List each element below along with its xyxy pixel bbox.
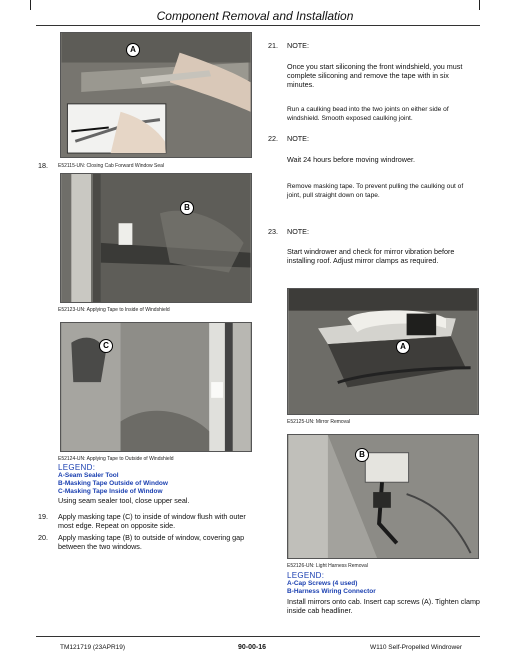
footer-page-number: 90-00-16 [238, 644, 267, 651]
note-label: NOTE: [287, 41, 309, 50]
callout-c: C [99, 339, 113, 353]
callout-a: A [396, 340, 410, 354]
note-text: complete siliconing and remove the tape with in six [287, 71, 449, 80]
step-number: 19. [38, 512, 48, 521]
instruction-text: Remove masking tape. To prevent pulling the caulking out of [287, 183, 464, 190]
step-number: 23. [268, 227, 278, 236]
note-label: NOTE: [287, 227, 309, 236]
step-number: 21. [268, 41, 278, 50]
figure-caption: E52125-UN: Mirror Removal [287, 419, 351, 425]
note-text: installing roof. Adjust mirror clamps as required. [287, 256, 439, 265]
figure-light-harness [287, 434, 479, 559]
figure-closing-seal [60, 32, 252, 158]
note-text: minutes. [287, 80, 315, 89]
callout-a: A [126, 43, 140, 57]
instruction-text: Run a caulking bead into the two joints on either side of [287, 106, 449, 113]
figure-caption: E52115-UN: Closing Cab Forward Window Seal [58, 163, 165, 169]
photo-tape-inside [61, 174, 251, 302]
legend-item: B-Harness Wiring Connector [287, 588, 376, 595]
legend-item: C-Masking Tape Inside of Window [58, 488, 163, 495]
legend-item: A-Seam Sealer Tool [58, 472, 119, 479]
instruction-text: joint, pull straight down on tape. [287, 192, 380, 199]
legend-title: LEGEND: [58, 463, 96, 472]
footer-doc-id: TM121719 (23APR19) [60, 644, 126, 651]
callout-b: B [180, 201, 194, 215]
step-text: most edge. Repeat on opposite side. [58, 521, 176, 530]
figure-mirror-removal [287, 288, 479, 415]
header-rule [36, 25, 480, 26]
figure-caption: E52124-UN: Applying Tape to Outside of Windshield [58, 456, 174, 462]
step-number: 20. [38, 533, 48, 542]
photo-closing-seal [61, 33, 251, 157]
instruction-text: Using seam sealer tool, close upper seal. [58, 496, 190, 505]
photo-tape-outside [61, 323, 251, 451]
step-text: between the two windows. [58, 542, 142, 551]
note-text: Wait 24 hours before moving windrower. [287, 155, 415, 164]
photo-mirror-removal [288, 289, 478, 414]
step-number: 22. [268, 134, 278, 143]
figure-caption: E52126-UN: Light Harness Removal [287, 563, 368, 569]
step-text: Apply masking tape (B) to outside of window, covering gap [58, 533, 245, 542]
page-title: Component Removal and Installation [156, 9, 354, 23]
note-label: NOTE: [287, 134, 309, 143]
footer-rule [36, 636, 480, 637]
legend-item: A-Cap Screws (4 used) [287, 580, 358, 587]
callout-b: B [355, 448, 369, 462]
note-text: Start windrower and check for mirror vibration before [287, 247, 455, 256]
instruction-text: Install mirrors onto cab. Insert cap screws (A). Tighten clamp [287, 597, 480, 606]
legend-item: B-Masking Tape Outside of Window [58, 480, 168, 487]
footer-product-name: W110 Self-Propelled Windrower [370, 644, 462, 651]
photo-light-harness [288, 435, 478, 558]
figure-tape-inside [60, 173, 252, 303]
note-text: Once you start siliconing the front windshield, you must [287, 62, 463, 71]
step-text: Apply masking tape (C) to inside of window flush with outer [58, 512, 246, 521]
step-number: 18. [38, 161, 48, 170]
figure-caption: E52123-UN: Applying Tape to Inside of Windshield [58, 307, 170, 313]
instruction-text: windshield. Smooth exposed caulking joint. [287, 115, 413, 122]
figure-tape-outside [60, 322, 252, 452]
instruction-text: inside cab headliner. [287, 606, 353, 615]
legend-title: LEGEND: [287, 571, 325, 580]
